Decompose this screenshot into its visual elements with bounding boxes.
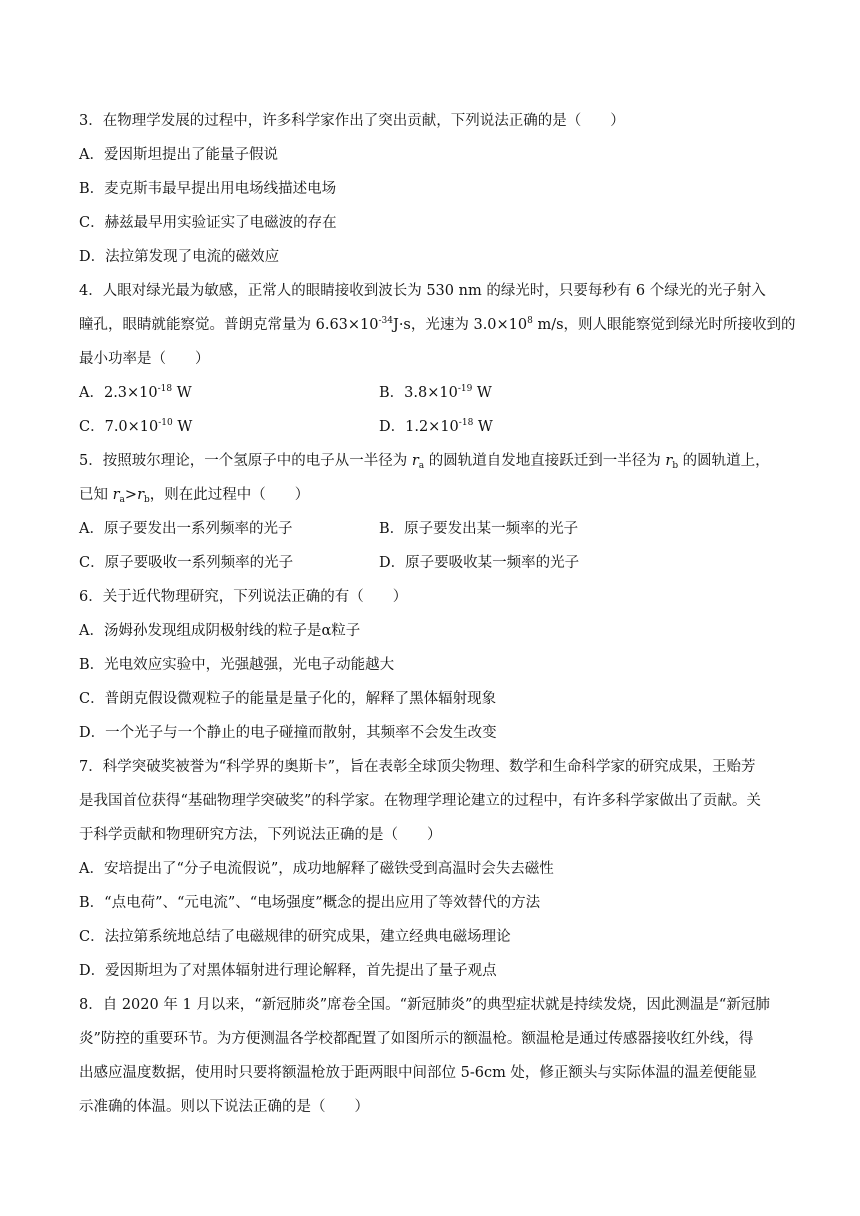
q7-option-b: B．“点电荷”、“元电流”、“电场强度”概念的提出应用了等效替代的方法	[79, 895, 541, 911]
q4-option-a: A．$2.3\times 10^{-18}$ W	[79, 384, 192, 401]
q8-stem-line1: 8．自 2020 年 1 月以来，“新冠肺炎”席卷全国。“新冠肺炎”的典型症状就是持续发烧，因此测温是“新冠肺	[79, 997, 770, 1013]
q7-stem-line1: 7．科学突破奖被誉为“科学界的奥斯卡”，旨在表彰全球顶尖物理、数学和生命科学家的研究成果，王贻芳	[79, 759, 756, 775]
q6-stem: 6．关于近代物理研究，下列说法正确的有（ ）	[79, 589, 408, 605]
q6-option-b: B．光电效应实验中，光强越强，光电子动能越大	[79, 657, 395, 673]
q3-option-d: D．法拉第发现了电流的磁效应	[79, 249, 280, 265]
q7-stem-line3: 于科学贡献和物理研究方法，下列说法正确的是（ ）	[79, 827, 442, 843]
q7-option-d: D．爱因斯坦为了对黑体辐射进行理论解释，首先提出了量子观点	[79, 963, 497, 979]
q7-option-a: A．安培提出了“分子电流假说”，成功地解释了磁铁受到高温时会失去磁性	[79, 861, 554, 877]
q3-option-b: B．麦克斯韦最早提出用电场线描述电场	[79, 181, 337, 197]
q7-option-c: C．法拉第系统地总结了电磁规律的研究成果，建立经典电磁场理论	[79, 929, 511, 945]
q8-stem-line3: 出感应温度数据，使用时只要将额温枪放于距两眼中间部位 5-6cm 处，修正额头与实际体温的温差便能显	[79, 1065, 757, 1081]
q8-stem-line4: 示准确的体温。则以下说法正确的是（ ）	[79, 1099, 369, 1115]
q8-stem-line2: 炎”防控的重要环节。为方便测温各学校都配置了如图所示的额温枪。额温枪是通过传感器接收红外线，得	[79, 1031, 754, 1047]
q7-stem-line2: 是我国首位获得“基础物理学突破奖”的科学家。在物理学理论建立的过程中，有许多科学家做出了贡献。关	[79, 793, 761, 809]
q5-stem-line1: 5．按照玻尔理论，一个氢原子中的电子从一半径为 $r_a$ 的圆轨道自发地直接跃迁到一半径为 $r_b$ 的圆轨道上，	[79, 453, 770, 471]
q3-stem: 3．在物理学发展的过程中，许多科学家作出了突出贡献，下列说法正确的是（ ）	[79, 113, 625, 129]
q6-option-a: A．汤姆孙发现组成阴极射线的粒子是α粒子	[79, 623, 361, 639]
q5-option-b: B．原子要发出某一频率的光子	[379, 521, 579, 537]
q4-option-d: D．$1.2\times 10^{-18}$ W	[379, 418, 493, 435]
q4-stem-line2: 瞳孔，眼睛就能察觉。普朗克常量为 $6.63\times 10^{-34}J\cdot s$，光速为 $3.0\times 10^8$ m/s，则人眼能察觉到绿光时所接收到的	[79, 316, 796, 333]
q4-option-b: B．$3.8\times 10^{-19}$ W	[379, 384, 492, 401]
q5-option-c: C．原子要吸收一系列频率的光子	[79, 555, 294, 571]
q4-stem-line1: 4．人眼对绿光最为敏感，正常人的眼睛接收到波长为 530 nm 的绿光时，只要每秒有 6 个绿光的光子射入	[79, 283, 766, 299]
q5-stem-line2: 已知 $r_a>r_b$，则在此过程中（ ）	[79, 487, 310, 505]
q5-option-a: A．原子要发出一系列频率的光子	[79, 521, 293, 537]
q4-option-c: C．$7.0\times 10^{-10}$ W	[79, 418, 193, 435]
q5-option-d: D．原子要吸收某一频率的光子	[379, 555, 580, 571]
q6-option-c: C．普朗克假设微观粒子的能量是量子化的，解释了黑体辐射现象	[79, 691, 497, 707]
q3-option-a: A．爱因斯坦提出了能量子假说	[79, 147, 278, 163]
q6-option-d: D．一个光子与一个静止的电子碰撞而散射，其频率不会发生改变	[79, 725, 497, 741]
q3-option-c: C．赫兹最早用实验证实了电磁波的存在	[79, 215, 337, 231]
q4-stem-line3: 最小功率是（ ）	[79, 351, 210, 367]
